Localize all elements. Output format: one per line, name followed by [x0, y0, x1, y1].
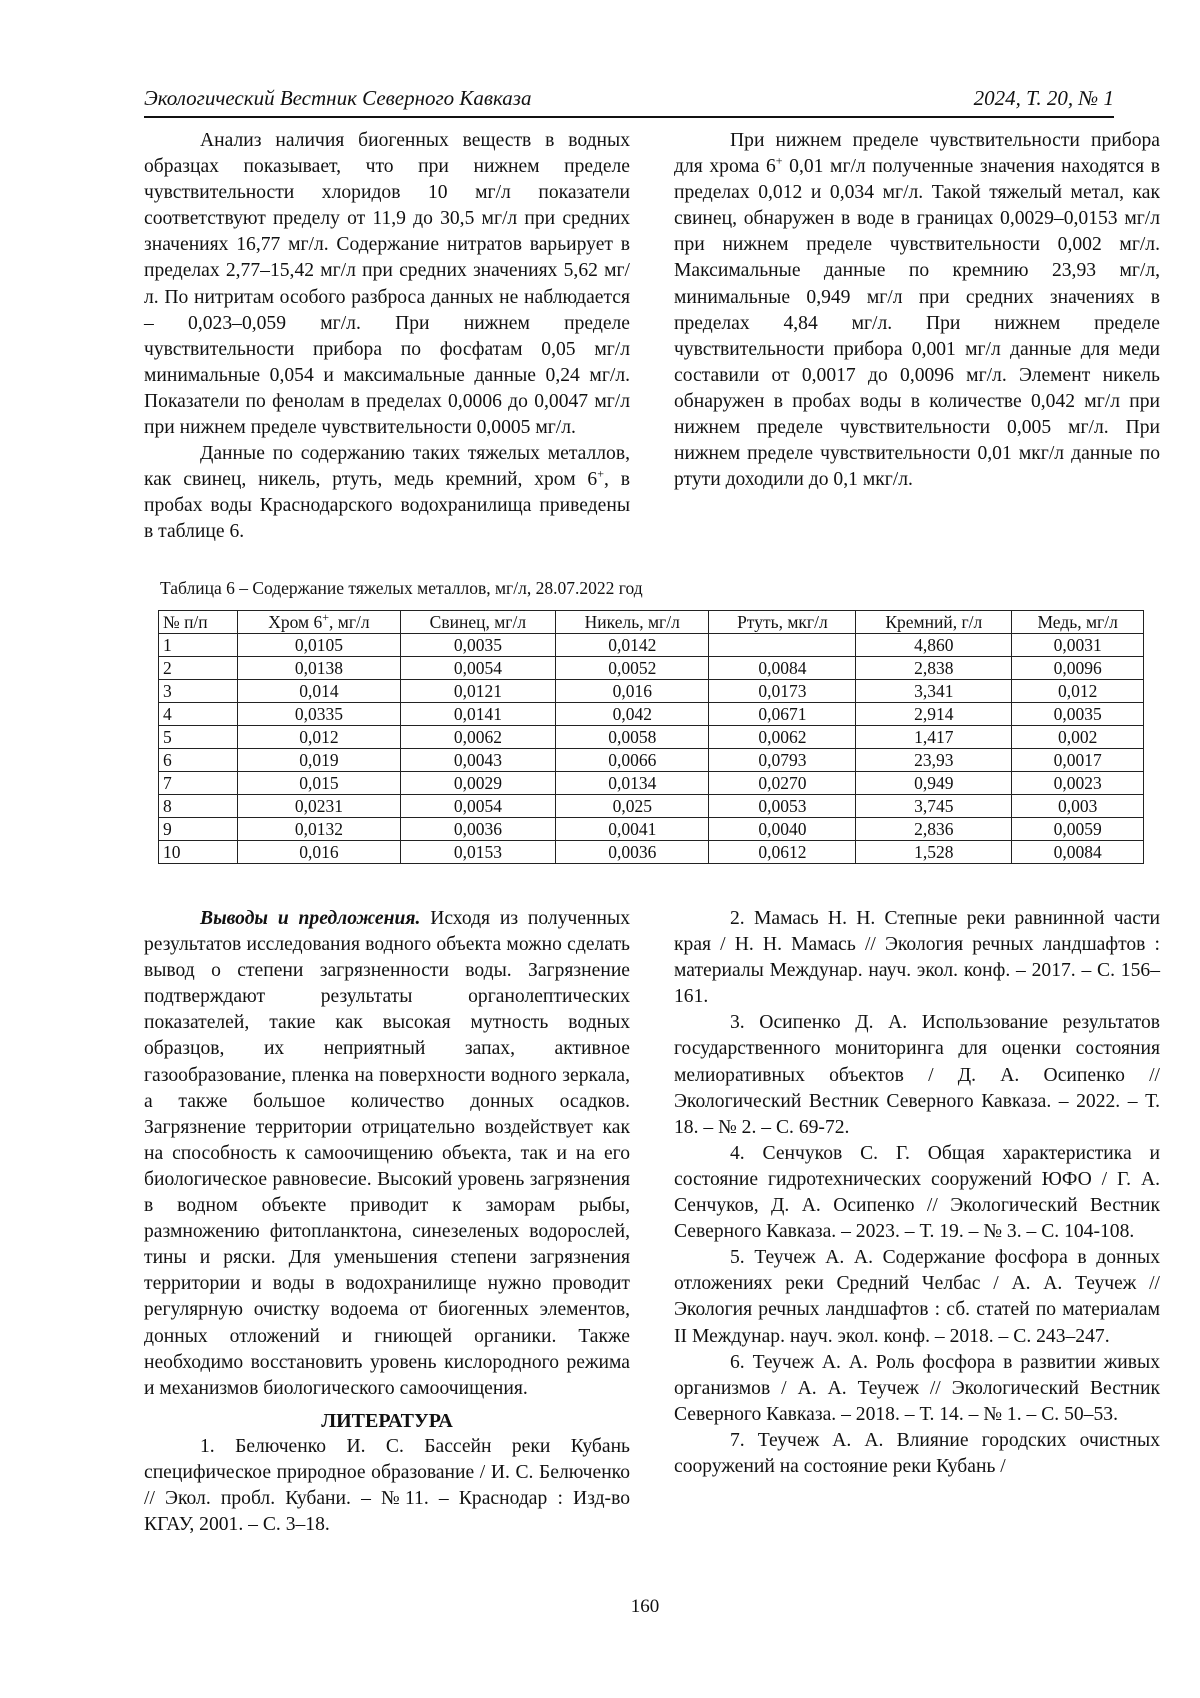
paragraph-metals	[674, 128, 1160, 493]
table-cell: 0,0132	[238, 818, 401, 841]
table-cell: 0,0036	[556, 841, 709, 864]
table-cell: 0,014	[238, 680, 401, 703]
intro-left-column	[144, 128, 630, 546]
table-caption: Таблица 6 – Содержание тяжелых металлов, мг/л, 28.07.2022 год	[160, 578, 643, 598]
table-cell: 2,836	[856, 818, 1012, 841]
col-header: Кремний, г/л	[856, 611, 1012, 634]
table-cell: 0,0335	[238, 703, 401, 726]
text-span: , мг/л	[329, 612, 370, 632]
paragraph-nutrients: Анализ наличия биогенных веществ в водных образцах показывает, что при нижнем пределе чувствительности хлоридов 10 мг/л показатели соответствуют пределу от 11,9 до 30,5 мг/л при средних значениях 16,77 мг/л. Содержание нитратов варьирует в пределах 2,77–15,42 мг/л при средних значениях 5,62 мг/л. По нитритам особого разброса данных не наблюдается – 0,023–0,059 мг/л. При нижнем пределе чувствительности прибора по фосфатам 0,05 мг/л минимальные 0,054 и максимальные данные 0,24 мг/л. Показатели по фенолам в пределах 0,0006 до 0,0047 мг/л при нижнем пределе чувствительности 0,0005 мг/л.	[144, 130, 630, 439]
text-span: Данные по содержанию таких тяжелых металлов, как свинец, никель, ртуть, медь кремний, хром 6	[144, 443, 630, 491]
table-cell: 0,0153	[400, 841, 555, 864]
table-cell: 0,0105	[238, 634, 401, 657]
intro-right-column	[674, 128, 1160, 493]
table-cell: 0,0035	[1012, 703, 1144, 726]
table-cell: 0,012	[1012, 680, 1144, 703]
table-cell: 0,0054	[400, 657, 555, 680]
table-cell: 1,417	[856, 726, 1012, 749]
text-span: , в пробах воды Краснодарского водохранилища приведены в таблице 6.	[144, 469, 630, 543]
table-row	[159, 749, 1144, 772]
col-header: Свинец, мг/л	[400, 611, 555, 634]
table-cell: 0,0612	[709, 841, 856, 864]
superscript: +	[322, 610, 329, 625]
table-row	[159, 680, 1144, 703]
table-cell: 0,0270	[709, 772, 856, 795]
col-header: № п/п	[159, 611, 238, 634]
table-cell: 0,0084	[1012, 841, 1144, 864]
table-cell: 0,025	[556, 795, 709, 818]
table-cell: 3	[159, 680, 238, 703]
table-cell: 0,002	[1012, 726, 1144, 749]
table-cell: 0,0054	[400, 795, 555, 818]
table-cell: 0,0058	[556, 726, 709, 749]
col-header	[238, 611, 401, 634]
table-cell: 9	[159, 818, 238, 841]
table-cell: 0,0023	[1012, 772, 1144, 795]
reference-item: 3. Осипенко Д. А. Использование результатов государственного мониторинга для оценки состояния мелиоративных объектов / Д. А. Осипенко // Экологический Вестник Северного Кавказа. – 2022. – Т. 18. – № 2. – С. 69-72.	[674, 1012, 1160, 1138]
table-row	[159, 703, 1144, 726]
table-cell: 0,0141	[400, 703, 555, 726]
table-cell: 0,0066	[556, 749, 709, 772]
paragraph-table-ref	[144, 441, 630, 545]
table-cell: 0,0059	[1012, 818, 1144, 841]
table-cell: 0,0043	[400, 749, 555, 772]
table-cell: 0,0053	[709, 795, 856, 818]
table-cell: 0,016	[238, 841, 401, 864]
superscript: +	[775, 153, 783, 168]
table-cell: 1	[159, 634, 238, 657]
table-cell: 7	[159, 772, 238, 795]
table-cell: 2,838	[856, 657, 1012, 680]
table-cell	[709, 634, 856, 657]
table-cell: 0,042	[556, 703, 709, 726]
table-cell: 0,015	[238, 772, 401, 795]
table-cell: 2	[159, 657, 238, 680]
table-cell: 0,0052	[556, 657, 709, 680]
references-column	[674, 906, 1160, 1480]
table-row	[159, 818, 1144, 841]
table-row	[159, 841, 1144, 864]
text-span: 0,01 мг/л полученные значения находятся в пределах 0,012 и 0,034 мг/л. Такой тяжелый метал, как свинец, обнаружен в воде в границах 0,0029–0,0153 мг/л при нижнем пределе чувствительности 0,002 мг/л. Максимальные данные по кремнию 23,93 мг/л, минимальные 0,949 мг/л при средних значениях в пределах 4,84 мг/л. При нижнем пределе чувствительности прибора 0,001 мг/л данные для меди составили от 0,0017 до 0,0096 мг/л. Элемент никель обнаружен в пробах воды в количестве 0,042 мг/л при нижнем пределе чувствительности 0,005 мг/л. При нижнем пределе чувствительности 0,01 мкг/л данные по ртути доходили до 0,1 мкг/л.	[674, 156, 1161, 491]
literature-heading: ЛИТЕРАТУРА	[321, 1409, 453, 1432]
issue-info: 2024, Т. 20, № 1	[973, 86, 1114, 110]
table-cell: 0,003	[1012, 795, 1144, 818]
reference-item: 5. Теучеж А. А. Содержание фосфора в донных отложениях реки Средний Челбас / А. А. Теучеж // Экология речных ландшафтов : сб. статей по материалам II Междунар. науч. экол. конф. – 2018. – С. 243–247.	[674, 1247, 1160, 1347]
table-cell: 3,745	[856, 795, 1012, 818]
table-header-row	[159, 611, 1144, 634]
table-cell: 23,93	[856, 749, 1012, 772]
table-row	[159, 795, 1144, 818]
col-header: Медь, мг/л	[1012, 611, 1144, 634]
table-cell: 2,914	[856, 703, 1012, 726]
table-cell: 4,860	[856, 634, 1012, 657]
table-cell: 0,012	[238, 726, 401, 749]
table-row	[159, 726, 1144, 749]
col-header: Никель, мг/л	[556, 611, 709, 634]
paragraph-conclusions	[144, 906, 630, 1402]
table-cell: 0,0793	[709, 749, 856, 772]
table-cell: 1,528	[856, 841, 1012, 864]
table-cell: 0,0062	[400, 726, 555, 749]
text-span: При нижнем пределе чувствительности прибора для хрома 6	[674, 130, 1160, 178]
table-cell: 0,0134	[556, 772, 709, 795]
table-body	[159, 634, 1144, 864]
text-span: Исходя из полученных результатов исследования водного объекта можно сделать вывод о степени загрязненности воды. Загрязнение подтверждают результаты органолептических показателей, такие как высокая мутность водных образцов, их неприятный запах, активное газообразование, пленка на поверхности водного зеркала, а также большое количество донных осадков. Загрязнение территории отрицательно воздействует как на способность к самоочищению объекта, так и на его биологическое равновесие. Высокий уровень загрязнения в водном объекте приводит к заморам рыбы, размножению фитопланктона, синезеленых водорослей, тины и ряски. Для уменьшения степени загрязнения территории и воды в водохранилище нужно проводит регулярную очистку водоема от биогенных элементов, донных отложений и гниющей органики. Также необходимо восстановить уровень кислородного режима и механизмов биологического самоочищения.	[144, 908, 630, 1399]
table-cell: 0,0671	[709, 703, 856, 726]
table-cell: 0,0062	[709, 726, 856, 749]
table-cell: 5	[159, 726, 238, 749]
table-cell: 10	[159, 841, 238, 864]
table-cell: 8	[159, 795, 238, 818]
running-header	[144, 84, 1114, 118]
page-number: 160	[630, 1596, 660, 1617]
table-cell: 0,016	[556, 680, 709, 703]
table-cell: 0,0096	[1012, 657, 1144, 680]
table-cell: 4	[159, 703, 238, 726]
table-cell: 0,0138	[238, 657, 401, 680]
table-cell: 0,0040	[709, 818, 856, 841]
table-cell: 0,0035	[400, 634, 555, 657]
reference-item: 1. Белюченко И. С. Бассейн реки Кубань специфическое природное образование / И. С. Белюченко // Экол. пробл. Кубани. – №11. – Краснодар : Изд-во КГАУ, 2001. – С. 3–18.	[144, 1435, 630, 1536]
reference-item: 2. Мамась Н. Н. Степные реки равнинной части края / Н. Н. Мамась // Экология речных ландшафтов : материалы Междунар. науч. экол. конф. – 2017. – С. 156–161.	[674, 908, 1160, 1008]
table-cell: 0,0036	[400, 818, 555, 841]
table-cell: 0,0031	[1012, 634, 1144, 657]
superscript: +	[597, 466, 605, 481]
reference-item: 6. Теучеж А. А. Роль фосфора в развитии живых организмов / А. А. Теучеж // Экологический Вестник Северного Кавказа. – 2018. – Т. 14. – № 1. – С. 50–53.	[674, 1351, 1160, 1425]
reference-item: 7. Теучеж А. А. Влияние городских очистных сооружений на состояние реки Кубань /	[674, 1429, 1160, 1477]
table-row	[159, 772, 1144, 795]
table-cell: 0,949	[856, 772, 1012, 795]
table-cell: 0,0121	[400, 680, 555, 703]
conclusions-column	[144, 906, 630, 1538]
table-cell: 6	[159, 749, 238, 772]
table-cell: 0,0231	[238, 795, 401, 818]
table-row	[159, 634, 1144, 657]
table-cell: 0,0029	[400, 772, 555, 795]
journal-title: Экологический Вестник Северного Кавказа	[144, 86, 532, 110]
table-cell: 0,0084	[709, 657, 856, 680]
heavy-metals-table	[158, 610, 1144, 864]
conclusions-label: Выводы и предложения.	[200, 908, 421, 929]
table-cell: 0,0142	[556, 634, 709, 657]
table-cell: 0,0041	[556, 818, 709, 841]
reference-item: 4. Сенчуков С. Г. Общая характеристика и состояние гидротехнических сооружений ЮФО / Г. А. Сенчуков, Д. А. Осипенко // Экологический Вестник Северного Кавказа. – 2023. – Т. 19. – № 3. – С. 104-108.	[674, 1142, 1160, 1243]
col-header: Ртуть, мкг/л	[709, 611, 856, 634]
text-span: Хром 6	[268, 612, 323, 632]
table-cell: 0,019	[238, 749, 401, 772]
table-cell: 3,341	[856, 680, 1012, 703]
table-row	[159, 657, 1144, 680]
table-cell: 0,0017	[1012, 749, 1144, 772]
table-cell: 0,0173	[709, 680, 856, 703]
